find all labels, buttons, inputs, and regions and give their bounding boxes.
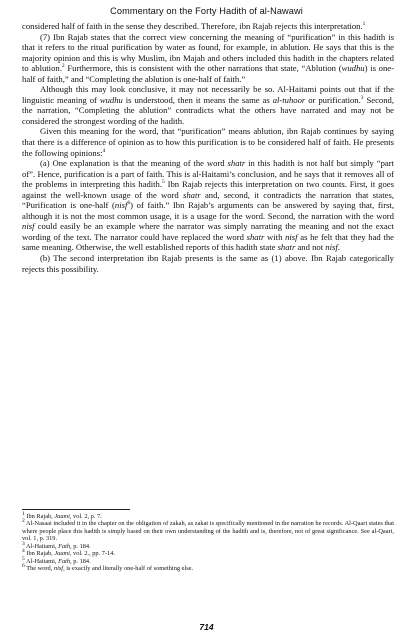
footnote-4: $^4$ Ibn Rajab, Jaami, vol. 2., pp. 7-14. — [22, 548, 115, 558]
footnotes — [22, 510, 394, 573]
footnote-1: $^1$ Ibn Rajab, Jaami, vol. 2, p. 7. — [22, 510, 102, 520]
footnote-ref-3[interactable]: 3 — [360, 94, 364, 101]
page-number: 714 — [199, 622, 214, 632]
footnote-5: $^5$ Al-Haitami, Fath, p. 184. — [22, 555, 91, 565]
footnote-ref-5[interactable]: 5 — [162, 179, 165, 186]
footnote-ref-1[interactable]: 1 — [362, 21, 366, 28]
footnote-divider — [22, 509, 130, 510]
paragraph-5: (a) One explanation is that the meaning of the word shatr in this hadith is not half but simply “part of”. Hence, purification is a part of faith. This is al-Haitami’s conclusion, and he says that it removes all of the problems in interpreting this hadith.$^5$ Ibn Rajab rejects this interpretation on two counts. First, it goes against the well-known usage of the word shatr and, second, it contradicts the narration that states, “Purification is one-half (nisf$^6$) of faith.” Ibn Rajab’s arguments can be answered by saying that, first, although it is not the most common usage, it is a usage for the word. Second, the narration with the word nisf could easily be an example where the narrator was simply narrating the meaning and not the exact wording of the text. The narrator could have replaced the word shatr with nisf as he felt that they had the same meaning. Otherwise, the well established reports of this hadith state shatr and not nisf. — [22, 158, 394, 253]
paragraph-1: considered half of faith in the sense they described. Therefore, ibn Rajab rejects this interpretation.$^1$ — [22, 21, 366, 31]
running-header: Commentary on the Forty Hadith of al-Nawawi — [110, 6, 303, 16]
main-text — [22, 21, 394, 274]
footnote-ref-4[interactable]: 4 — [102, 147, 106, 154]
footnote-6: $^6$ The word, nisf, is exactly and literally one-half of something else. — [22, 563, 194, 573]
paragraph-3: Although this may look conclusive, it may not necessarily be so. Al-Haitami points out that if the linguistic meaning of wudhu is understood, then it means the same as al-tuhoor or purification.$^3$ Second, the narration, “Completing the ablution” contradicts what the others have narrated and may not be considered the strongest wording of the hadith. — [22, 84, 394, 126]
footnote-2: $^2$ Al-Nasaai included it in the chapter on the obligation of zakah, as zakat is specifically mentioned in the narration he records. Al-Qaari states that where people place this hadith is simply based on their own understanding of the hadith and is, therefore, not of great significance. See al-Qaari, vol. 1, p. 319. — [22, 518, 394, 543]
paragraph-6: (b) The second interpretation ibn Rajab presents is the same as (1) above. Ibn Rajab categorically rejects this possibility. — [22, 253, 394, 274]
paragraph-4: Given this meaning for the word, that “purification” means ablution, ibn Rajab continues by saying that there is a difference of opinion as to how this purification is to be considered half of faith. He presents the following opinions:$^4$ — [22, 126, 394, 158]
paragraph-2: (7) Ibn Rajab states that the correct view concerning the meaning of “purification” in this hadith is that it refers to the ritual purification by water as found, for example, in ablution. He says that this is the majority opinion and this is why Muslim, ibn Majah and others included this hadith in the chapters related to ablution.$^2$ Furthermore, this is consistent with the other narrations that state, “Ablution (wudhu) is one-half of faith,” and “Completing the ablution is one-half of faith.” — [22, 31, 395, 84]
footnote-ref-2[interactable]: 2 — [61, 63, 65, 70]
footnote-ref-6[interactable]: 6 — [127, 200, 131, 207]
footnote-3: $^3$ Al-Haitami, Fath, p. 184. — [22, 540, 91, 550]
